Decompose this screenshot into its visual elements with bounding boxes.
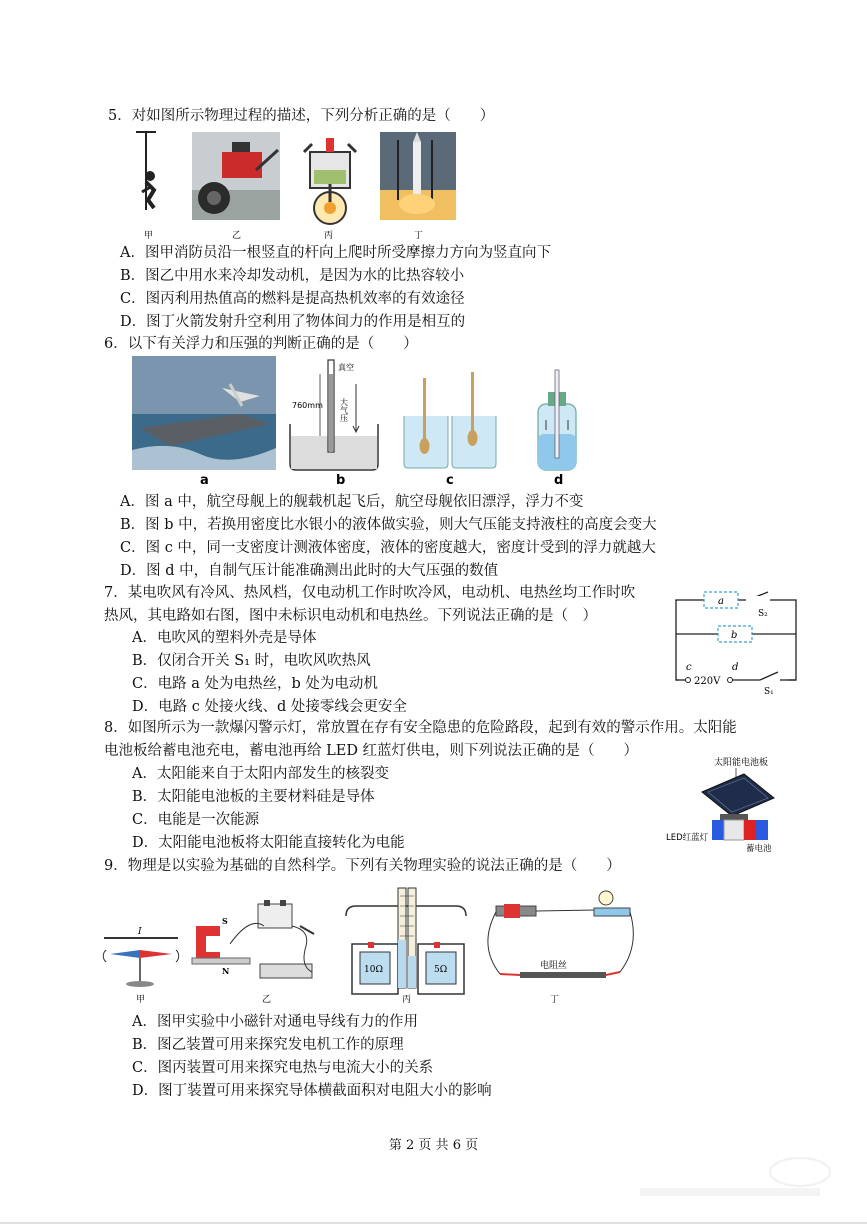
q6-figures: [130, 354, 590, 488]
q9-label-jia: 甲: [136, 995, 146, 1005]
q5-fig-ding: [380, 132, 456, 220]
q7-option-c[interactable]: C．电路 a 处为电热丝，b 处为电动机: [132, 676, 378, 692]
q9-label-ding: 丁: [550, 995, 560, 1005]
q5-fig-bing: [304, 138, 356, 224]
q9-fig-yi: [192, 900, 314, 978]
q8-option-a[interactable]: A．太阳能来自于太阳内部发生的核裂变: [132, 766, 389, 782]
q6-pressure-label: 大气压: [339, 398, 349, 422]
q6-fig-d: [538, 370, 576, 470]
q6-stem: 6．以下有关浮力和压强的判断正确的是（ ）: [104, 336, 418, 352]
q5-label-bing: 丙: [324, 231, 334, 241]
q8-stem-line1: 8．如图所示为一款爆闪警示灯，常放置在存有安全隐患的危险路段，起到有效的警示作用。太阳能: [104, 720, 737, 736]
q9-label-yi: 乙: [262, 995, 272, 1005]
q5-fig-yi: [192, 132, 280, 220]
q5-option-a[interactable]: A．图甲消防员沿一根竖直的杆向上爬时所受摩擦力方向为竖直向下: [120, 245, 551, 261]
q7-stem-line2: 热风，其电路如右图，图中未标识电动机和电热丝。下列说法正确的是（ ）: [104, 608, 597, 624]
q6-label-a: a: [200, 473, 209, 488]
q7-option-a[interactable]: A．电吹风的塑料外壳是导体: [132, 630, 317, 646]
q8-led-label: LED红蓝灯: [666, 833, 709, 843]
q5-label-jia: 甲: [144, 231, 154, 241]
q8-warning-light: [666, 754, 806, 854]
q9-stem: 9．物理是以实验为基础的自然科学。下列有关物理实验的说法正确的是（ ）: [104, 858, 621, 874]
q9-fig-ding: [488, 891, 633, 978]
q8-battery-label: 蓄电池: [746, 844, 772, 854]
q6-vacuum-label: 真空: [338, 363, 354, 372]
q6-height-label: 760mm: [292, 401, 323, 410]
q5-option-b[interactable]: B．图乙中用水来冷却发动机，是因为水的比热容较小: [120, 268, 465, 284]
q9-r2-label: 5Ω: [434, 965, 448, 975]
q7-label-d: d: [732, 662, 739, 673]
q7-label-a: a: [718, 596, 724, 607]
q9-wire-label: 电阻丝: [540, 961, 568, 971]
q6-option-c[interactable]: C．图 c 中，同一支密度计测液体密度，液体的密度越大，密度计受到的浮力就越大: [120, 540, 656, 556]
q6-option-b[interactable]: B．图 b 中，若换用密度比水银小的液体做实验，则大气压能支持液柱的高度会变大: [120, 517, 657, 533]
q9-option-a[interactable]: A．图甲实验中小磁针对通电导线有力的作用: [132, 1014, 418, 1030]
q5-fig-jia: [136, 132, 156, 210]
q7-option-b[interactable]: B．仅闭合开关 S₁ 时，电吹风吹热风: [132, 653, 371, 669]
q8-option-c[interactable]: C．电能是一次能源: [132, 812, 260, 828]
q5-option-d[interactable]: D．图丁火箭发射升空利用了物体间力的作用是相互的: [120, 314, 466, 330]
q9-label-bing: 丙: [402, 995, 412, 1005]
q8-option-b[interactable]: B．太阳能电池板的主要材料硅是导体: [132, 789, 375, 805]
q6-fig-b: [290, 360, 378, 470]
watermark-logo: [620, 1148, 840, 1208]
q5-figures: [126, 130, 466, 242]
q6-option-a[interactable]: A．图 a 中，航空母舰上的舰载机起飞后，航空母舰依旧漂浮，浮力不变: [120, 494, 584, 510]
q7-option-d[interactable]: D．电路 c 处接火线、d 处接零线会更安全: [132, 699, 407, 715]
q7-label-s2: S₂: [758, 609, 768, 619]
q9-option-d[interactable]: D．图丁装置可用来探究导体横截面积对电阻大小的影响: [132, 1083, 492, 1099]
q9-figures: [100, 886, 640, 1006]
q7-label-c: c: [686, 662, 692, 673]
q6-option-d[interactable]: D．图 d 中，自制气压计能准确测出此时的大气压强的数值: [120, 563, 499, 579]
q8-option-d[interactable]: D．太阳能电池板将太阳能直接转化为电能: [132, 835, 405, 851]
bottom-divider: [0, 1222, 867, 1224]
q9-option-b[interactable]: B．图乙装置可用来探究发电机工作的原理: [132, 1037, 404, 1053]
q5-stem: 5．对如图所示物理过程的描述，下列分析正确的是（ ）: [108, 108, 495, 124]
q6-fig-a: [132, 356, 276, 470]
q9-option-c[interactable]: C．图丙装置可用来探究电热与电流大小的关系: [132, 1060, 434, 1076]
q7-circuit: [668, 588, 802, 696]
q9-r1-label: 10Ω: [364, 965, 383, 975]
page-number: 第 2 页 共 6 页: [388, 1138, 479, 1153]
q5-label-ding: 丁: [414, 231, 424, 241]
q7-label-s1: S₁: [764, 687, 774, 696]
q9-fig-bing: [346, 888, 466, 994]
q9-n-label: N: [222, 966, 230, 976]
q6-label-b: b: [336, 473, 346, 488]
q7-label-b: b: [731, 630, 738, 641]
q6-fig-c: [404, 372, 496, 468]
q7-stem-line1: 7．某电吹风有冷风、热风档，仅电动机工作时吹冷风，电动机、电热丝均工作时吹: [104, 585, 636, 601]
q9-current-label: I: [138, 927, 142, 937]
q7-voltage-label: 220V: [694, 676, 721, 687]
q6-label-d: d: [554, 473, 564, 488]
q5-option-c[interactable]: C．图丙利用热值高的燃料是提高热机效率的有效途径: [120, 291, 465, 307]
q8-stem-line2: 电池板给蓄电池充电，蓄电池再给 LED 红蓝灯供电，则下列说法正确的是（ ）: [104, 743, 639, 759]
q6-label-c: c: [446, 473, 454, 488]
q8-panel-label: 太阳能电池板: [714, 758, 769, 768]
q9-fig-jia: [103, 927, 178, 987]
q5-label-yi: 乙: [232, 231, 242, 241]
q9-s-label: S: [222, 916, 228, 926]
